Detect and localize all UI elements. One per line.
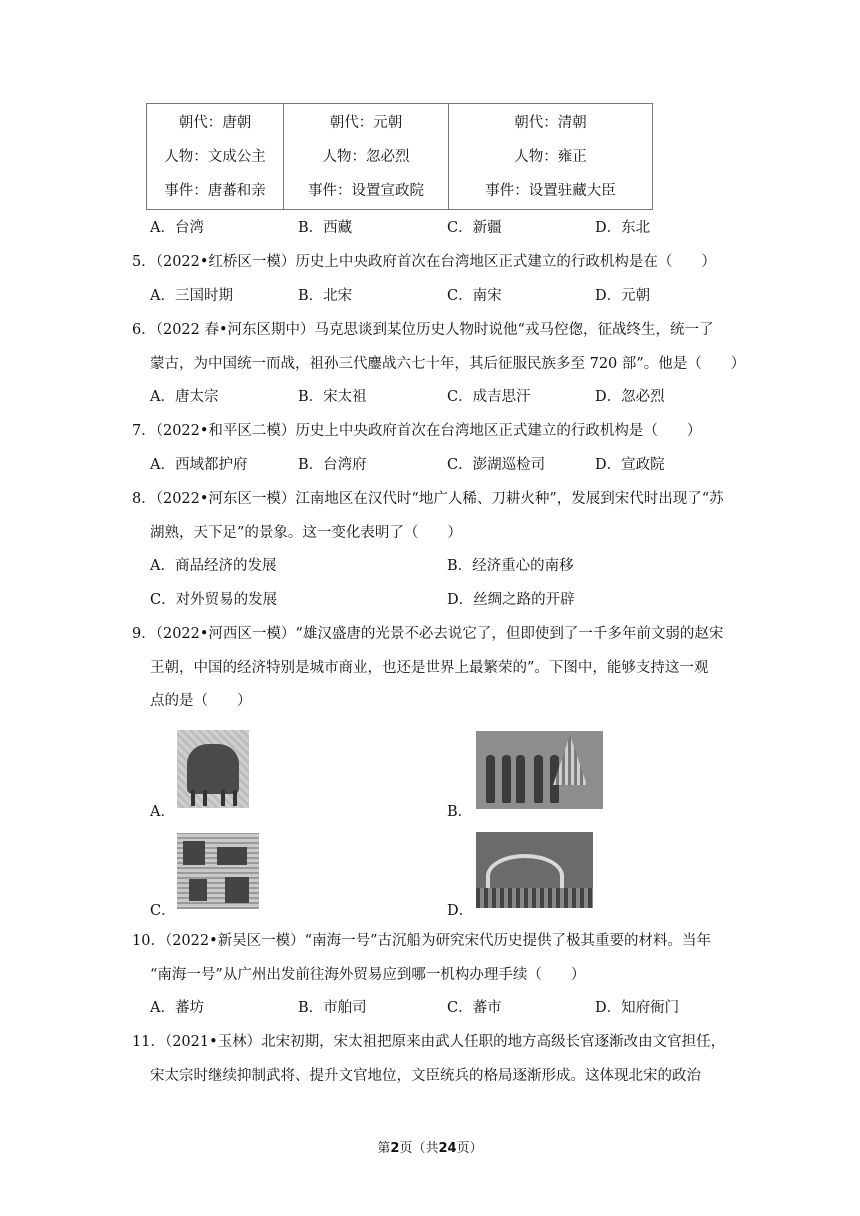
question-text: 湖熟，天下足”的景象。这一变化表明了（ ）	[150, 525, 462, 541]
question-11	[0, 1030, 860, 1054]
option-c[interactable]: C．新疆	[447, 220, 502, 236]
option-a[interactable]: A．西域都护府	[150, 457, 248, 473]
option-a[interactable]: A．唐太宗	[150, 389, 219, 405]
option-b[interactable]: B．台湾府	[298, 457, 367, 473]
page-footer	[0, 1137, 860, 1156]
question-text: “南海一号”从广州出发前往海外贸易应到哪一机构办理手续（ ）	[150, 967, 586, 983]
option-d[interactable]: D．元朝	[595, 288, 651, 304]
q6-options	[0, 385, 860, 409]
question-9-cont	[0, 656, 860, 680]
option-b[interactable]: B．北宋	[298, 288, 353, 304]
question-text: 9．（2022•河西区一模）“雄汉盛唐的光景不必去说它了，但即使到了一千多年前文弱的赵宋	[132, 626, 724, 642]
dynasty-table	[146, 103, 653, 210]
page-number: 2	[390, 1141, 400, 1156]
option-c[interactable]: C．南宋	[447, 288, 502, 304]
option-a[interactable]: A．蕃坊	[150, 1000, 204, 1016]
option-a[interactable]: A．三国时期	[150, 288, 233, 304]
question-5	[0, 250, 860, 274]
footer-prefix: 第	[377, 1141, 391, 1156]
question-6-cont	[0, 352, 860, 376]
question-text: 宋太宗时继续抑制武将、提升文官地位，文臣统兵的格局逐渐形成。这体现北宋的政治	[150, 1068, 701, 1084]
table-cell: 事件：唐蕃和亲	[164, 182, 266, 199]
option-c[interactable]: C．蕃市	[447, 1000, 502, 1016]
option-d[interactable]: D．宣政院	[595, 457, 665, 473]
footer-mid: 页（共	[399, 1141, 439, 1156]
table-col-yuan	[284, 104, 449, 210]
question-text: 点的是（ ）	[150, 693, 252, 709]
option-b[interactable]: B．	[447, 804, 473, 820]
option-d[interactable]: D．知府衙门	[595, 1000, 680, 1016]
question-text: 11．（2021•玉林）北宋初期，宋太祖把原来由武人任职的地方高级长官逐渐改由文官担任，	[132, 1034, 726, 1050]
option-d[interactable]: D．	[447, 903, 474, 919]
court-painting-image[interactable]	[476, 731, 603, 809]
q9-image-labels-row1	[0, 800, 860, 824]
question-text: 10．（2022•新吴区一模）“南海一号”古沉船为研究宋代历史提供了极其重要的材料。当年	[132, 933, 711, 949]
option-a[interactable]: A．台湾	[150, 220, 204, 236]
option-b[interactable]: B．宋太祖	[298, 389, 367, 405]
q5-options	[0, 284, 860, 308]
option-d[interactable]: D．丝绸之路的开辟	[447, 592, 575, 608]
question-8	[0, 487, 860, 511]
table-cell: 朝代：清朝	[514, 114, 587, 131]
option-c[interactable]: C．成吉思汗	[447, 389, 531, 405]
option-b[interactable]: B．市舶司	[298, 1000, 367, 1016]
q7-options	[0, 453, 860, 477]
table-cell: 人物：文成公主	[164, 148, 266, 165]
table-cell: 朝代：唐朝	[178, 114, 252, 131]
question-9-cont2	[0, 689, 860, 713]
question-text: 5．（2022•红桥区一模）历史上中央政府首次在台湾地区正式建立的行政机构是在（ ）	[132, 254, 716, 270]
table-cell: 朝代：元朝	[329, 114, 403, 131]
question-text: 6．（2022 春•河东区期中）马克思谈到某位历史人物时说他“戎马倥偬，征战终生，统一了	[132, 322, 714, 338]
table-col-tang	[147, 104, 284, 210]
option-d[interactable]: D．忽必烈	[595, 389, 665, 405]
q4-options	[0, 216, 860, 240]
question-10-cont	[0, 963, 860, 987]
option-b[interactable]: B．西藏	[298, 220, 353, 236]
question-text: 7．（2022•和平区二模）历史上中央政府首次在台湾地区正式建立的行政机构是（ ）	[132, 423, 702, 439]
table-cell: 人物：雍正	[514, 148, 587, 165]
option-d[interactable]: D．东北	[595, 220, 651, 236]
table-cell: 事件：设置驻藏大臣	[485, 182, 616, 199]
option-c[interactable]: C．澎湖巡检司	[447, 457, 546, 473]
q9-image-labels-row2	[0, 899, 860, 923]
option-c[interactable]: C．	[150, 903, 176, 919]
page-total: 24	[438, 1141, 457, 1156]
q8-options-row1	[0, 554, 860, 578]
table-cell: 人物：忽必烈	[322, 148, 410, 165]
question-text: 王朝，中国的经济特别是城市商业，也还是世界上最繁荣的”。下图中，能够支持这一观	[150, 660, 709, 676]
option-b[interactable]: B．经济重心的南移	[447, 558, 574, 574]
question-6	[0, 318, 860, 342]
question-10	[0, 929, 860, 953]
q10-options	[0, 996, 860, 1020]
question-9	[0, 622, 860, 646]
workshop-scene-image[interactable]	[177, 833, 259, 909]
camel-figurine-image[interactable]	[177, 730, 249, 808]
option-c[interactable]: C．对外贸易的发展	[150, 592, 278, 608]
table-cell: 事件：设置宣政院	[308, 182, 424, 199]
question-text: 8．（2022•河东区一模）江南地区在汉代时“地广人稀、刀耕火种”，发展到宋代时出现了“苏	[132, 491, 724, 507]
q8-options-row2	[0, 588, 860, 612]
qingming-festival-image[interactable]	[476, 832, 593, 908]
question-7	[0, 419, 860, 443]
option-a[interactable]: A．商品经济的发展	[150, 558, 277, 574]
footer-suffix: 页）	[456, 1141, 483, 1156]
question-11-cont	[0, 1064, 860, 1088]
question-text: 蒙古，为中国统一而战，祖孙三代鏖战六七十年，其后征服民族多至 720 部”。他是（ ）	[150, 356, 746, 372]
table-col-qing	[449, 104, 653, 210]
question-8-cont	[0, 521, 860, 545]
option-a[interactable]: A．	[150, 804, 175, 820]
